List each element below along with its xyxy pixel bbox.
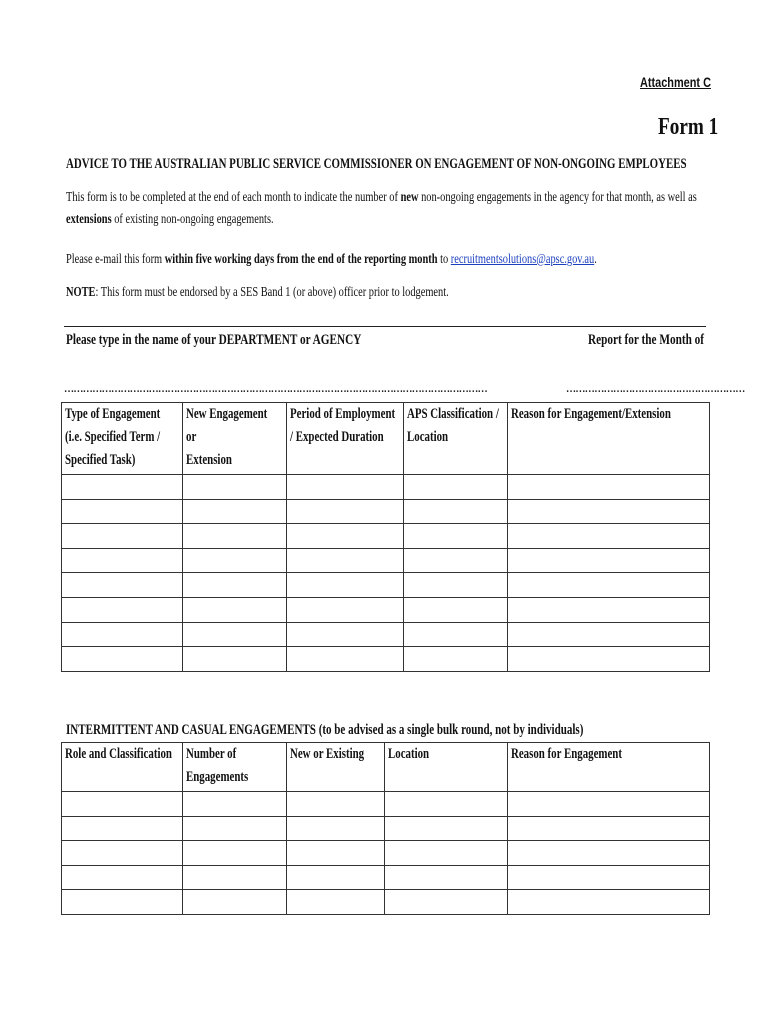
intro-text-end: of existing non-ongoing engagements. — [111, 211, 274, 226]
table-cell[interactable] — [385, 792, 508, 817]
table-row — [62, 841, 710, 866]
table-cell[interactable] — [508, 499, 710, 524]
table-cell[interactable] — [287, 816, 385, 841]
table-cell[interactable] — [404, 622, 508, 647]
header-text: Reason for Engagement — [511, 746, 622, 762]
table-cell[interactable] — [404, 647, 508, 672]
email-text: Please e-mail this form — [66, 251, 165, 266]
header-text: Reason for Engagement/Extension — [511, 406, 671, 422]
email-deadline: within five working days from the end of the reporting month — [164, 251, 438, 266]
intro-text-cont: non-ongoing engagements in the agency for that month, as well as — [418, 189, 697, 204]
form-heading: ADVICE TO THE AUSTRALIAN PUBLIC SERVICE COMMISSIONER ON ENGAGEMENT OF NON-ONGOING EMPLOYEES — [66, 156, 687, 172]
table-cell[interactable] — [404, 499, 508, 524]
table-cell[interactable] — [508, 524, 710, 549]
table-cell[interactable] — [508, 792, 710, 817]
header-text: Engagements — [186, 769, 249, 785]
table-cell[interactable] — [183, 890, 287, 915]
table-cell[interactable] — [508, 573, 710, 598]
table-cell[interactable] — [183, 597, 287, 622]
table-cell[interactable] — [508, 597, 710, 622]
table-row — [62, 890, 710, 915]
header-text: Period of Employment — [290, 406, 396, 422]
table-cell[interactable] — [385, 890, 508, 915]
table-cell[interactable] — [62, 622, 183, 647]
engagement-table-header — [62, 403, 710, 475]
table-cell[interactable] — [404, 573, 508, 598]
header-text: APS Classification / — [407, 406, 499, 422]
header-reason-for-engagement — [508, 743, 710, 792]
header-text: (i.e. Specified Term / — [65, 429, 161, 445]
table-cell[interactable] — [508, 865, 710, 890]
table-cell[interactable] — [287, 548, 404, 573]
table-cell[interactable] — [183, 816, 287, 841]
table-cell[interactable] — [183, 573, 287, 598]
table-cell[interactable] — [62, 792, 183, 817]
table-cell[interactable] — [508, 841, 710, 866]
header-number-of-engagements — [183, 743, 287, 792]
header-reason — [508, 403, 710, 475]
note-label: NOTE — [66, 284, 96, 299]
table-cell[interactable] — [62, 499, 183, 524]
form-number: Form 1 — [658, 114, 719, 140]
header-text: New Engagement — [186, 406, 268, 422]
table-cell[interactable] — [287, 792, 385, 817]
table-cell[interactable] — [287, 647, 404, 672]
email-paragraph — [66, 248, 597, 270]
table-cell[interactable] — [404, 524, 508, 549]
table-row — [62, 865, 710, 890]
intro-bold-new: new — [400, 189, 419, 204]
header-text: Location — [388, 746, 430, 762]
header-text: Specified Task) — [65, 452, 136, 468]
table-row — [62, 548, 710, 573]
table-row — [62, 499, 710, 524]
table-cell[interactable] — [183, 499, 287, 524]
header-text: Extension — [186, 452, 232, 468]
email-to: to — [437, 251, 451, 266]
intro-paragraph — [66, 186, 697, 230]
note-text: : This form must be endorsed by a SES Band 1 (or above) officer prior to lodgement. — [95, 284, 449, 299]
header-text: or — [186, 429, 197, 445]
table-cell[interactable] — [62, 816, 183, 841]
table-cell[interactable] — [287, 622, 404, 647]
table-cell[interactable] — [62, 865, 183, 890]
header-text: Role and Classification — [65, 746, 172, 762]
table-row — [62, 597, 710, 622]
header-type-of-engagement — [62, 403, 183, 475]
table-row — [62, 792, 710, 817]
engagement-table-body — [62, 475, 710, 672]
casual-table — [61, 742, 710, 915]
table-cell[interactable] — [287, 841, 385, 866]
table-cell[interactable] — [62, 647, 183, 672]
table-cell[interactable] — [183, 548, 287, 573]
table-cell[interactable] — [404, 548, 508, 573]
table-row — [62, 524, 710, 549]
header-text: Number of — [186, 746, 237, 762]
note-paragraph — [66, 281, 449, 303]
table-row — [62, 647, 710, 672]
attachment-label: Attachment C — [640, 74, 711, 90]
table-row — [62, 475, 710, 500]
table-cell[interactable] — [183, 792, 287, 817]
intro-text: This form is to be completed at the end of each month to indicate the number of — [66, 189, 401, 204]
report-month-field[interactable]: ………………………………………………… — [566, 384, 745, 395]
table-cell[interactable] — [62, 890, 183, 915]
table-cell[interactable] — [385, 816, 508, 841]
engagement-table — [61, 402, 710, 672]
table-cell[interactable] — [385, 841, 508, 866]
header-text: / Expected Duration — [290, 429, 384, 445]
email-end: . — [594, 251, 597, 266]
header-text: Location — [407, 429, 449, 445]
table-cell[interactable] — [508, 622, 710, 647]
header-period-of-employment — [287, 403, 404, 475]
table-cell[interactable] — [183, 841, 287, 866]
table-cell[interactable] — [62, 597, 183, 622]
header-text: New or Existing — [290, 746, 365, 762]
table-cell[interactable] — [62, 524, 183, 549]
table-cell[interactable] — [404, 597, 508, 622]
casual-table-header — [62, 743, 710, 792]
table-cell[interactable] — [183, 524, 287, 549]
agency-name-field[interactable]: ……………………………………………………………………………………………………………………… — [64, 384, 488, 395]
divider-line — [64, 326, 706, 327]
header-location — [385, 743, 508, 792]
header-text: Type of Engagement — [65, 406, 161, 422]
agency-label: Please type in the name of your DEPARTMENT or AGENCY — [66, 332, 362, 348]
table-cell[interactable] — [508, 475, 710, 500]
table-cell[interactable] — [287, 524, 404, 549]
table-row — [62, 573, 710, 598]
email-link[interactable]: recruitmentsolutions@apsc.gov.au — [450, 251, 595, 266]
table-cell[interactable] — [62, 475, 183, 500]
table-cell[interactable] — [183, 865, 287, 890]
table-cell[interactable] — [287, 890, 385, 915]
table-cell[interactable] — [287, 865, 385, 890]
table-cell[interactable] — [183, 647, 287, 672]
section2-title: INTERMITTENT AND CASUAL ENGAGEMENTS (to be advised as a single bulk round, not by individuals) — [66, 722, 584, 738]
header-new-or-existing — [287, 743, 385, 792]
header-new-or-extension — [183, 403, 287, 475]
table-cell[interactable] — [508, 548, 710, 573]
month-label: Report for the Month of — [588, 332, 705, 348]
table-cell[interactable] — [287, 499, 404, 524]
table-row — [62, 622, 710, 647]
table-row — [62, 816, 710, 841]
table-cell[interactable] — [183, 475, 287, 500]
table-cell[interactable] — [62, 548, 183, 573]
table-cell[interactable] — [508, 647, 710, 672]
table-cell[interactable] — [62, 573, 183, 598]
table-cell[interactable] — [183, 622, 287, 647]
table-cell[interactable] — [404, 475, 508, 500]
table-cell[interactable] — [385, 865, 508, 890]
table-cell[interactable] — [287, 475, 404, 500]
header-role-classification — [62, 743, 183, 792]
table-cell[interactable] — [287, 573, 404, 598]
header-aps-classification — [404, 403, 508, 475]
casual-table-body — [62, 792, 710, 915]
table-cell[interactable] — [287, 597, 404, 622]
table-cell[interactable] — [62, 841, 183, 866]
intro-bold-extensions: extensions — [66, 211, 112, 226]
table-cell[interactable] — [508, 890, 710, 915]
table-cell[interactable] — [508, 816, 710, 841]
